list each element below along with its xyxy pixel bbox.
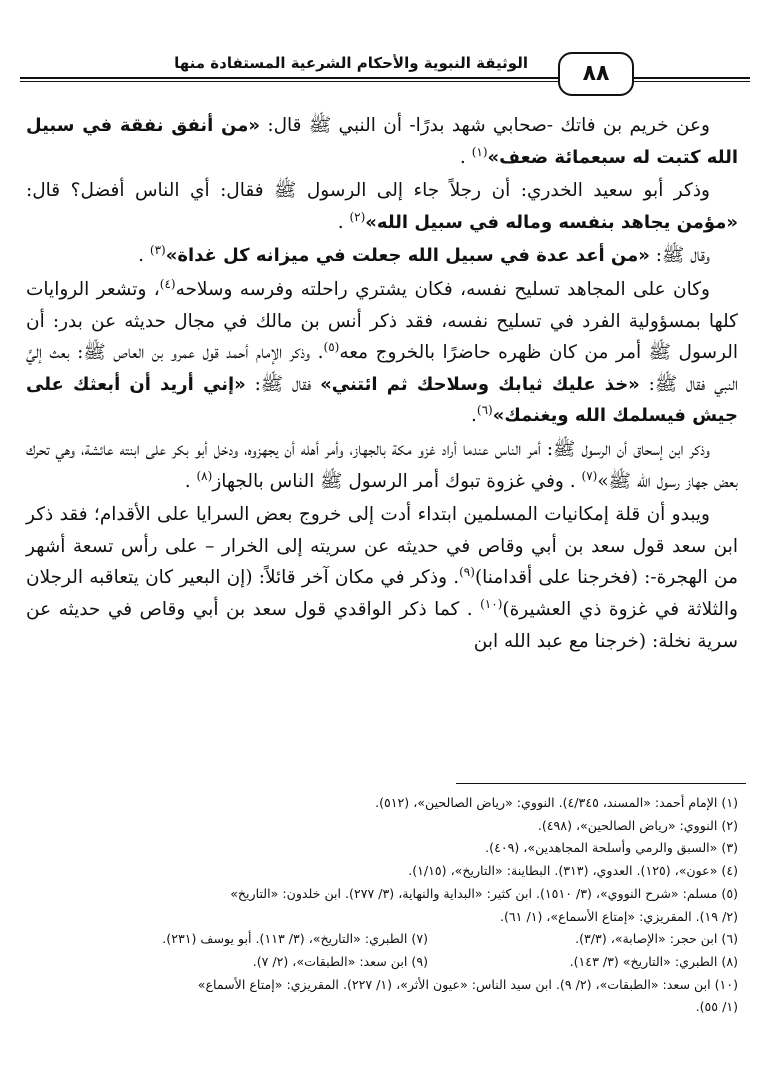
p4-quote-2: «إني أريد أن أبعثك على جيش فيسلمك الله ويغنمك»: [26, 373, 738, 427]
p6-text-1: ويبدو أن قلة إمكانيات المسلمين ابتداء أدت إلى خروج بعض السرايا على الأقدام؛ فقد ذكر ابن سعد قول سعد بن أبي وقاص في حديثه عن سريته إلى الخرار – على رأس تسعة أشهر من الهجرة-: (فخرجنا على أقدامنا): [26, 504, 738, 589]
footnote-divider: [456, 783, 746, 784]
page-number: ٨٨: [558, 52, 634, 96]
footnote-10-continued: (١/ ٥٥).: [695, 999, 738, 1015]
paragraph-3: [26, 240, 738, 272]
footnote-7: (٧) الطبري: «التاريخ»، (٣/ ١١٣). أبو يوسف (٢٣١).: [162, 931, 428, 947]
p2-end: .: [337, 211, 350, 233]
p6-text-2: . وذكر في مكان آخر قائلاً: (إن البعير كان يتعاقبه الرجلان والثلاثة في غزوة ذي العشيرة): [26, 567, 738, 620]
footnote-8: (٨) الطبري: «التاريخ» (٣/ ١٤٣).: [569, 953, 738, 969]
p2-text: وذكر أبو سعيد الخدري: أن رجلاً جاء إلى الرسول ﷺ فقال: أي الناس أفضل؟ قال:: [26, 180, 710, 202]
footnotes: [26, 792, 738, 1019]
footnote-4: (٤) «عون»، (١٢٥). العدوي، (٣١٣). البطاينة: «التاريخ»، (١/١٥).: [408, 863, 738, 879]
p1-end: .: [459, 146, 472, 168]
p3-end: .: [138, 245, 150, 267]
p4-text-3: . وذكر الإمام أحمد قول عمرو بن العاص ﷺ: بعث إليَّ النبي فقال ﷺ:: [26, 342, 738, 395]
footnote-ref-4: (٤): [159, 276, 176, 291]
footnote-3: (٣) «السبق والرمي وأسلحة المجاهدين»، (٤٠٩).: [485, 840, 738, 856]
paragraph-2: [26, 175, 738, 238]
p4-text-2: ، وتشعر الروايات كلها بمسؤولية الفرد في تسليح نفسه، فقد ذكر أنس بن مالك في مجال حديثه عن بدر: أن الرسول ﷺ أمر من كان ظهره حاضرًا بالخروج معه: [26, 278, 738, 364]
footnote-ref-5: (٥): [323, 340, 340, 354]
main-text: [26, 110, 738, 659]
footnote-ref-3: (٣): [149, 243, 166, 258]
p3-text: وقال ﷺ:: [649, 245, 710, 267]
footnote-5-continued: (٢/ ١٩). المقريزي: «إمتاع الأسماع»، (١/ ٦١).: [499, 908, 738, 924]
p3-quote: «من أعد عدة في سبيل الله جعلت في ميزانه كل غداة»: [165, 245, 650, 267]
footnote-9: (٩) ابن سعد: «الطبقات»، (٢/ ٧).: [252, 953, 428, 969]
footnote-ref-7: (٧): [581, 468, 598, 483]
footnote-ref-8: (٨): [196, 468, 213, 483]
p2-quote: «مؤمن يجاهد بنفسه وماله في سبيل الله»: [365, 211, 738, 233]
footnote-6: (٦) ابن حجر: «الإصابة»، (٣/٣).: [575, 931, 738, 947]
p4-text-1: وكان على المجاهد تسليح نفسه، فكان يشتري راحلته وفرسه وسلاحه: [175, 278, 710, 300]
header-rule-thin: [20, 81, 750, 82]
p1-text: وعن خريم بن فاتك -صحابي شهد بدرًا- أن النبي ﷺ قال:: [260, 115, 710, 136]
p4-quote-1: «خذ عليك ثيابك وسلاحك ثم ائتني»: [320, 373, 640, 395]
footnote-1: (١) الإمام أحمد: «المسند، ٤/٣٤٥). النووي: «رياض الصالحين»، (٥١٢).: [375, 795, 738, 810]
footnote-ref-1: (١): [471, 144, 488, 159]
footnote-10: (١٠) ابن سعد: «الطبقات»، (٢/ ٩). ابن سيد الناس: «عيون الأثر»، (١/ ٢٢٧). المقريزي: «إمتاع الأسماع»: [197, 976, 738, 992]
p1-quote: «من أنفق نفقة في سبيل الله كتبت له سبعمائة ضعف»: [26, 115, 738, 168]
footnote-2: (٢) النووي: «رياض الصالحين»، (٤٩٨).: [537, 817, 738, 833]
paragraph-6: [26, 499, 738, 657]
paragraph-4: [26, 274, 738, 432]
p5-text-2: . وفي غزوة تبوك أمر الرسول ﷺ الناس بالجهاز: [212, 470, 582, 492]
footnote-ref-2: (٢): [349, 209, 366, 224]
p5-text-1: وذكر ابن إسحاق أن الرسول ﷺ: أمر الناس عندما أراد غزو مكة بالجهاز، وأمر أهله أن يجهزوه، ودخل أبو بكر على ابنته عائشة، وهي تحرك بعض جهاز رسول الله ﷺ»: [26, 438, 738, 492]
p5-end: .: [184, 470, 197, 492]
p4-end: .: [470, 405, 477, 427]
running-title: الوثيقة النبوية والأحكام الشرعية المستفادة منها: [174, 54, 528, 72]
footnote-5: (٥) مسلم: «شرح النووي»، (٣/ ١٥١٠). ابن كثير: «البداية والنهاية، (٣/ ٢٧٧). ابن خلدون: «التاريخ»: [230, 885, 738, 901]
footnote-row-8-9: [26, 951, 738, 974]
p6-text-3: . كما ذكر الواقدي قول سعد بن أبي وقاص في حديثه عن سرية نخلة: (خرجنا مع عبد الله ابن: [26, 598, 738, 652]
footnote-ref-9: (٩): [459, 565, 475, 580]
p4-text-4: فقال ﷺ:: [245, 373, 321, 395]
paragraph-5: [26, 434, 738, 497]
paragraph-1: [26, 110, 738, 173]
page-header: [20, 44, 750, 88]
footnote-row-6-7: [26, 928, 738, 951]
header-rule: [20, 77, 750, 79]
footnote-ref-6: (٦): [476, 403, 493, 418]
footnote-ref-10: (١٠): [480, 596, 503, 611]
